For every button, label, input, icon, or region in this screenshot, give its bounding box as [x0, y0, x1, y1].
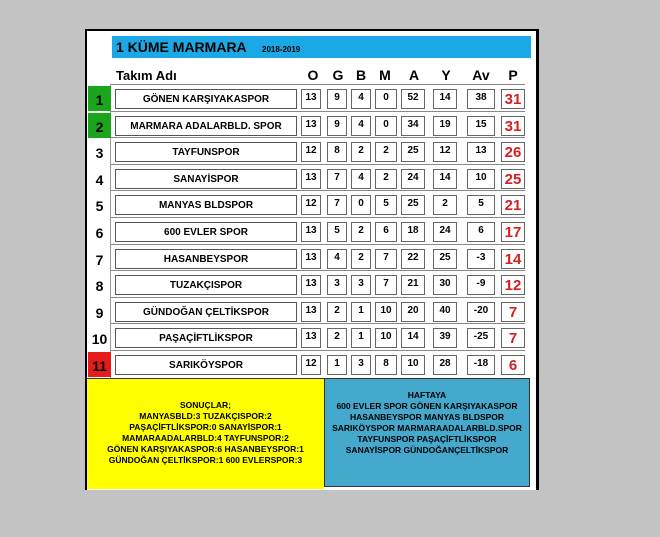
team-name: 600 EVLER SPOR [115, 222, 297, 242]
header-av: Av [472, 67, 490, 83]
stat-b: 0 [351, 195, 371, 215]
stat-y: 25 [433, 249, 457, 269]
stat-av: 5 [467, 195, 495, 215]
stat-g: 9 [327, 116, 347, 136]
table-row [111, 270, 525, 297]
stat-a: 22 [401, 249, 425, 269]
rank-number: 11 [88, 352, 111, 377]
team-name: PAŞAÇİFTLİKSPOR [115, 328, 297, 348]
stat-b: 4 [351, 89, 371, 109]
stat-points: 25 [501, 169, 525, 189]
header-y: Y [441, 67, 451, 83]
stat-o: 13 [301, 328, 321, 348]
stat-points: 26 [501, 142, 525, 162]
stat-av: 13 [467, 142, 495, 162]
stat-a: 18 [401, 222, 425, 242]
rank-number: 2 [88, 113, 111, 138]
table-row [111, 217, 525, 244]
standings-table [111, 84, 525, 378]
stat-points: 14 [501, 249, 525, 269]
result-line: GÜNDOĞAN ÇELTİKSPOR:1 600 EVLERSPOR:3 [108, 455, 303, 465]
stat-b: 1 [351, 328, 371, 348]
stat-y: 12 [433, 142, 457, 162]
stat-m: 2 [375, 142, 397, 162]
stat-y: 24 [433, 222, 457, 242]
stat-points: 31 [501, 116, 525, 136]
stat-g: 2 [327, 302, 347, 322]
stat-y: 14 [433, 89, 457, 109]
header-team: Takım Adı [116, 68, 177, 83]
stat-a: 21 [401, 275, 425, 295]
stat-g: 1 [327, 355, 347, 375]
stat-o: 13 [301, 302, 321, 322]
stat-g: 9 [327, 89, 347, 109]
stat-points: 21 [501, 195, 525, 215]
rank-number: 3 [95, 145, 104, 162]
table-row [111, 244, 525, 271]
fixture-line: 600 EVLER SPOR GÖNEN KARŞIYAKASPOR [336, 401, 518, 411]
stat-av: -25 [467, 328, 495, 348]
stat-y: 14 [433, 169, 457, 189]
stat-m: 7 [375, 249, 397, 269]
team-name: TUZAKÇISPOR [115, 275, 297, 295]
stat-o: 13 [301, 275, 321, 295]
stat-m: 0 [375, 116, 397, 136]
table-row [111, 84, 525, 111]
stat-y: 40 [433, 302, 457, 322]
season-label: 2018-2019 [262, 45, 301, 54]
stat-g: 7 [327, 195, 347, 215]
stat-m: 6 [375, 222, 397, 242]
stat-av: 10 [467, 169, 495, 189]
rank-number: 9 [95, 304, 104, 321]
header-p: P [508, 67, 518, 83]
team-name: MARMARA ADALARBLD. SPOR [115, 116, 297, 136]
team-name: MANYAS BLDSPOR [115, 195, 297, 215]
rank-number: 7 [95, 251, 104, 268]
stat-g: 5 [327, 222, 347, 242]
table-row [111, 190, 525, 217]
stat-points: 7 [501, 302, 525, 322]
stat-points: 12 [501, 275, 525, 295]
results-panel [87, 378, 324, 489]
stat-b: 3 [351, 355, 371, 375]
stat-g: 2 [327, 328, 347, 348]
stat-b: 2 [351, 142, 371, 162]
stat-m: 7 [375, 275, 397, 295]
stat-m: 10 [375, 328, 397, 348]
stat-points: 7 [501, 328, 525, 348]
stat-g: 4 [327, 249, 347, 269]
stat-b: 2 [351, 222, 371, 242]
stat-g: 7 [327, 169, 347, 189]
rank-number: 6 [95, 225, 104, 241]
stat-y: 19 [433, 116, 457, 136]
stat-m: 10 [375, 302, 397, 322]
header-m: M [379, 67, 391, 83]
table-row [111, 164, 525, 191]
rank-number: 5 [95, 198, 104, 215]
fixture-line: TAYFUNSPOR PAŞAÇİFTLİKSPOR [357, 434, 497, 444]
result-line: MANYASBLD:3 TUZAKÇISPOR:2 [139, 411, 272, 421]
stat-points: 6 [501, 355, 525, 375]
league-title: 1 KÜME MARMARA [116, 39, 247, 55]
stat-a: 10 [401, 355, 425, 375]
table-row [111, 323, 525, 350]
stat-m: 5 [375, 195, 397, 215]
results-heading: SONUÇLAR; [180, 400, 231, 410]
stat-o: 13 [301, 249, 321, 269]
team-name: GÜNDOĞAN ÇELTİKSPOR [115, 302, 297, 322]
stat-o: 13 [301, 222, 321, 242]
rank-number: 10 [91, 331, 108, 348]
result-line: GÖNEN KARŞIYAKASPOR:6 HASANBEYSPOR:1 [107, 444, 304, 454]
table-row [111, 111, 525, 138]
stat-a: 25 [401, 142, 425, 162]
header-g: G [332, 67, 344, 83]
stat-m: 0 [375, 89, 397, 109]
stat-av: -18 [467, 355, 495, 375]
team-name: GÖNEN KARŞIYAKASPOR [115, 89, 297, 109]
stat-av: 6 [467, 222, 495, 242]
stat-points: 31 [501, 89, 525, 109]
stat-av: -3 [467, 249, 495, 269]
result-line: PAŞAÇİFTLİKSPOR:0 SANAYİSPOR:1 [129, 422, 282, 432]
stat-o: 12 [301, 195, 321, 215]
stat-a: 25 [401, 195, 425, 215]
team-name: SANAYİSPOR [115, 169, 297, 189]
fixture-line: HASANBEYSPOR MANYAS BLDSPOR [349, 412, 505, 422]
stat-b: 4 [351, 116, 371, 136]
stat-g: 8 [327, 142, 347, 162]
rank-number: 1 [88, 86, 111, 111]
rank-number: 4 [95, 171, 104, 188]
stat-m: 2 [375, 169, 397, 189]
team-name: SARIKÖYSPOR [115, 355, 297, 375]
table-row [111, 297, 525, 324]
next-week-panel [324, 378, 530, 487]
stat-b: 4 [351, 169, 371, 189]
header-b: B [355, 67, 367, 83]
stat-points: 17 [501, 222, 525, 242]
stat-y: 39 [433, 328, 457, 348]
table-row [111, 350, 525, 377]
stat-av: -9 [467, 275, 495, 295]
fixture-line: SARIKÖYSPOR MARMARAADALARBLD.SPOR [332, 423, 522, 433]
stat-av: -20 [467, 302, 495, 322]
stat-a: 20 [401, 302, 425, 322]
stat-o: 13 [301, 89, 321, 109]
stat-a: 34 [401, 116, 425, 136]
result-line: MAMARAADALARBLD:4 TAYFUNSPOR:2 [122, 433, 289, 443]
team-name: TAYFUNSPOR [115, 142, 297, 162]
stat-a: 14 [401, 328, 425, 348]
stat-b: 2 [351, 249, 371, 269]
team-name: HASANBEYSPOR [115, 249, 297, 269]
stat-o: 13 [301, 169, 321, 189]
header-a: A [408, 67, 420, 83]
stat-b: 3 [351, 275, 371, 295]
fixture-line: SANAYİSPOR GÜNDOĞANÇELTİKSPOR [345, 445, 509, 455]
stat-o: 12 [301, 142, 321, 162]
stat-g: 3 [327, 275, 347, 295]
stat-o: 13 [301, 116, 321, 136]
stat-a: 24 [401, 169, 425, 189]
next-week-heading: HAFTAYA [407, 390, 447, 400]
header-o: O [307, 67, 319, 83]
table-row [111, 137, 525, 164]
stat-av: 15 [467, 116, 495, 136]
stat-o: 12 [301, 355, 321, 375]
stat-a: 52 [401, 89, 425, 109]
stat-b: 1 [351, 302, 371, 322]
stat-y: 30 [433, 275, 457, 295]
rank-number: 8 [95, 278, 104, 295]
stat-y: 2 [433, 195, 457, 215]
stat-y: 28 [433, 355, 457, 375]
stat-m: 8 [375, 355, 397, 375]
stat-av: 38 [467, 89, 495, 109]
